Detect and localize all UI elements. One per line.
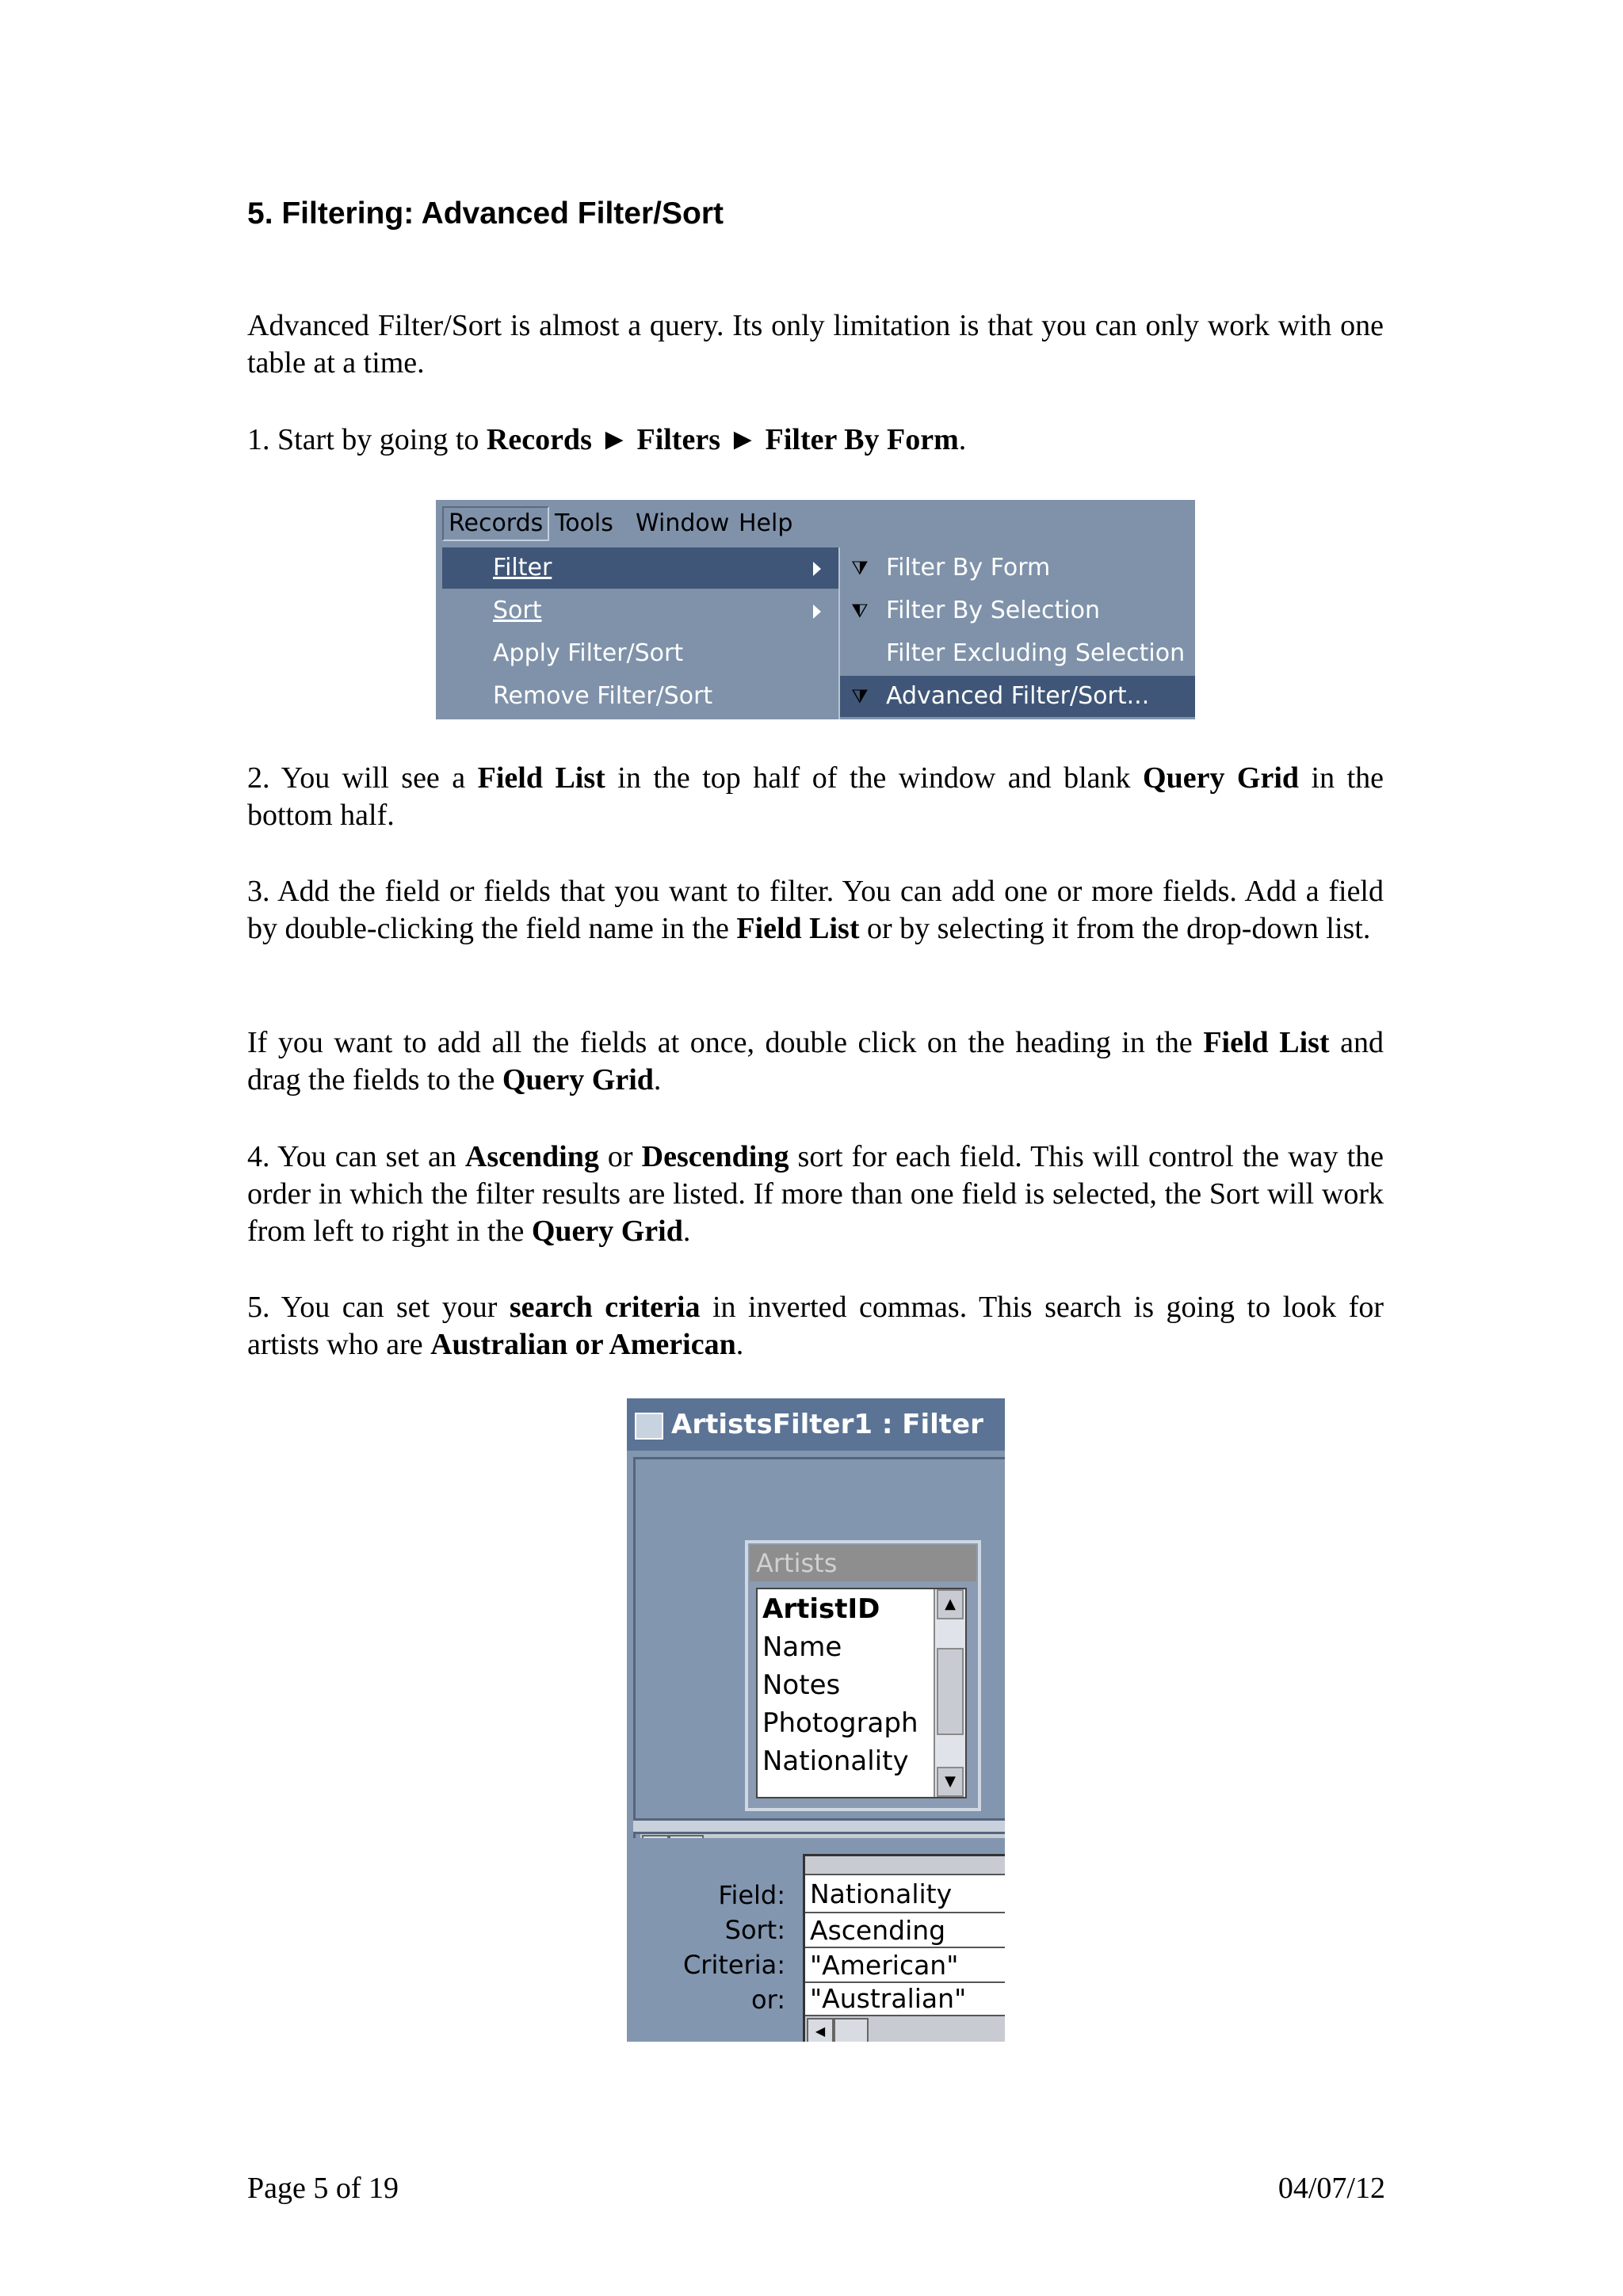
scroll-down-icon[interactable]: ▼ [937,1767,964,1797]
menu-item-sort-label: Sort [493,597,542,624]
step-4-text-e: sort for each field. This will control the way the order in which the filter results are listed. If more than one field is selected, the Sort will work from left to right in the [247,1140,1384,1248]
menu-item-filter-label: Filter [493,554,552,582]
australian-american-term: Australian or American [430,1328,736,1361]
menu-item-sort[interactable] [442,590,838,631]
footer-date: 04/07/12 [1277,2172,1385,2205]
row-label-field: Field: [718,1880,785,1910]
ascending-term: Ascending [464,1140,599,1173]
menubar-records[interactable]: Records [442,506,549,541]
scroll-thumb[interactable] [937,1648,964,1735]
step-4-text-c: or [598,1140,642,1173]
records-term: Records [486,423,592,456]
filters-term: Filters [636,423,720,456]
step-5-text-c: in inverted commas. This search is going to look for artists who are [247,1291,1384,1361]
step-1-prefix: 1. Start by going to [247,423,487,456]
scroll-thumb[interactable] [834,2018,869,2042]
submenu-filter-by-selection[interactable] [840,590,1195,631]
step-2-paragraph [247,760,1384,834]
menu-item-remove-filter[interactable]: Remove Filter/Sort [493,682,713,710]
submenu-arrow-icon [813,605,821,619]
column-selector[interactable] [805,1856,1005,1875]
records-dropdown [442,547,838,719]
row-label-or: or: [751,1985,785,2015]
step-1-paragraph [247,421,1384,459]
menu-bar [436,500,1195,547]
submenu-filter-by-form[interactable] [840,547,1195,589]
step-3b-text-a: If you want to add all the fields at once, double click on the heading in the [247,1026,1204,1059]
grid-cell-field[interactable]: Nationality [810,1878,953,1909]
step-2-text-e: in the bottom half. [247,761,1384,832]
field-list-pane [633,1457,1005,1871]
field-list-term: Field List [736,912,860,945]
filter-window-title: ArtistsFilter1 : Filter [671,1409,983,1440]
page-number: Page 5 of 19 [247,2172,399,2205]
query-grid-term: Query Grid [1143,761,1300,795]
field-name[interactable]: Name [762,1631,842,1663]
field-list-title[interactable]: Artists [750,1545,976,1581]
scroll-up-icon[interactable]: ▲ [937,1589,964,1619]
step-3-paragraph [247,873,1384,948]
field-list-box [756,1588,967,1798]
step-4-text-g: . [682,1215,691,1248]
grid-cell-or[interactable]: "Australian" [810,1983,967,2014]
menubar-window[interactable]: Window [636,509,730,537]
step-3b-text-e: . [653,1063,662,1097]
filter-window-screenshot [627,1398,1005,2042]
query-grid-term: Query Grid [502,1063,654,1097]
step-3b-text-c: and drag the fields to the [247,1026,1384,1097]
filter-selection-icon: ⧨ [851,600,869,622]
artists-field-list[interactable] [745,1540,981,1811]
field-list-term: Field List [477,761,605,795]
field-list-scrollbar[interactable] [934,1589,965,1797]
filter-form-icon: ⧩ [851,557,869,579]
step-3b-paragraph [247,1024,1384,1099]
field-artistid[interactable]: ArtistID [762,1593,880,1625]
field-list-term: Field List [1203,1026,1330,1059]
submenu-filter-excluding[interactable]: Filter Excluding Selection [886,639,1186,667]
query-grid-pane [627,1838,1005,2042]
section-heading: 5. Filtering: Advanced Filter/Sort [247,196,724,231]
step-3-text-c: or by selecting it from the drop-down list. [859,912,1371,945]
advanced-filter-icon: ⧩ [851,685,869,707]
records-menu-screenshot [436,500,1195,719]
field-notes[interactable]: Notes [762,1669,841,1701]
menubar-help[interactable]: Help [739,509,793,537]
step-4-paragraph [247,1138,1384,1250]
step-5-text-a: 5. You can set your [247,1291,510,1324]
grid-cell-criteria[interactable]: "American" [810,1950,959,1981]
submenu-advanced-filter[interactable] [840,676,1195,717]
grid-cell-sort[interactable]: Ascending [810,1915,946,1946]
arrow-separator-2: ► [720,423,766,456]
field-nationality[interactable]: Nationality [762,1745,909,1777]
step-5-text-e: . [735,1328,744,1361]
descending-term: Descending [641,1140,789,1173]
menubar-tools[interactable]: Tools [555,509,613,537]
step-2-text-a: 2. You will see a [247,761,478,795]
pane-splitter[interactable] [633,1818,1005,1834]
step-4-text-a: 4. You can set an [247,1140,465,1173]
step-1-suffix: . [958,423,967,456]
step-5-paragraph [247,1289,1384,1363]
row-label-sort: Sort: [724,1915,785,1945]
query-grid-term: Query Grid [531,1215,683,1248]
scroll-left-icon[interactable]: ◀ [807,2018,834,2042]
filter-submenu [838,547,1195,719]
filter-by-form-term: Filter By Form [765,423,959,456]
query-window-icon [635,1413,663,1440]
submenu-arrow-icon [813,562,821,576]
row-label-criteria: Criteria: [682,1950,785,1980]
step-3-text-a: 3. Add the field or fields that you want to filter. You can add one or more fields. Add a field by double-clicking the field name in the [247,875,1384,945]
submenu-filter-by-selection-label: Filter By Selection [886,597,1100,624]
intro-paragraph: Advanced Filter/Sort is almost a query. Its only limitation is that you can only work with one table at a time. [247,309,1384,379]
submenu-filter-by-form-label: Filter By Form [886,554,1051,582]
submenu-advanced-filter-label: Advanced Filter/Sort... [886,682,1150,710]
menu-item-filter[interactable] [442,547,838,589]
search-criteria-term: search criteria [509,1291,701,1324]
step-2-text-c: in the top half of the window and blank [605,761,1144,795]
query-grid [803,1854,1005,2042]
grid-horizontal-scrollbar[interactable] [805,2015,1005,2042]
field-photograph[interactable]: Photograph [762,1707,918,1739]
arrow-separator: ► [591,423,637,456]
menu-item-apply-filter[interactable]: Apply Filter/Sort [493,639,684,667]
filter-window-titlebar [627,1398,1005,1451]
